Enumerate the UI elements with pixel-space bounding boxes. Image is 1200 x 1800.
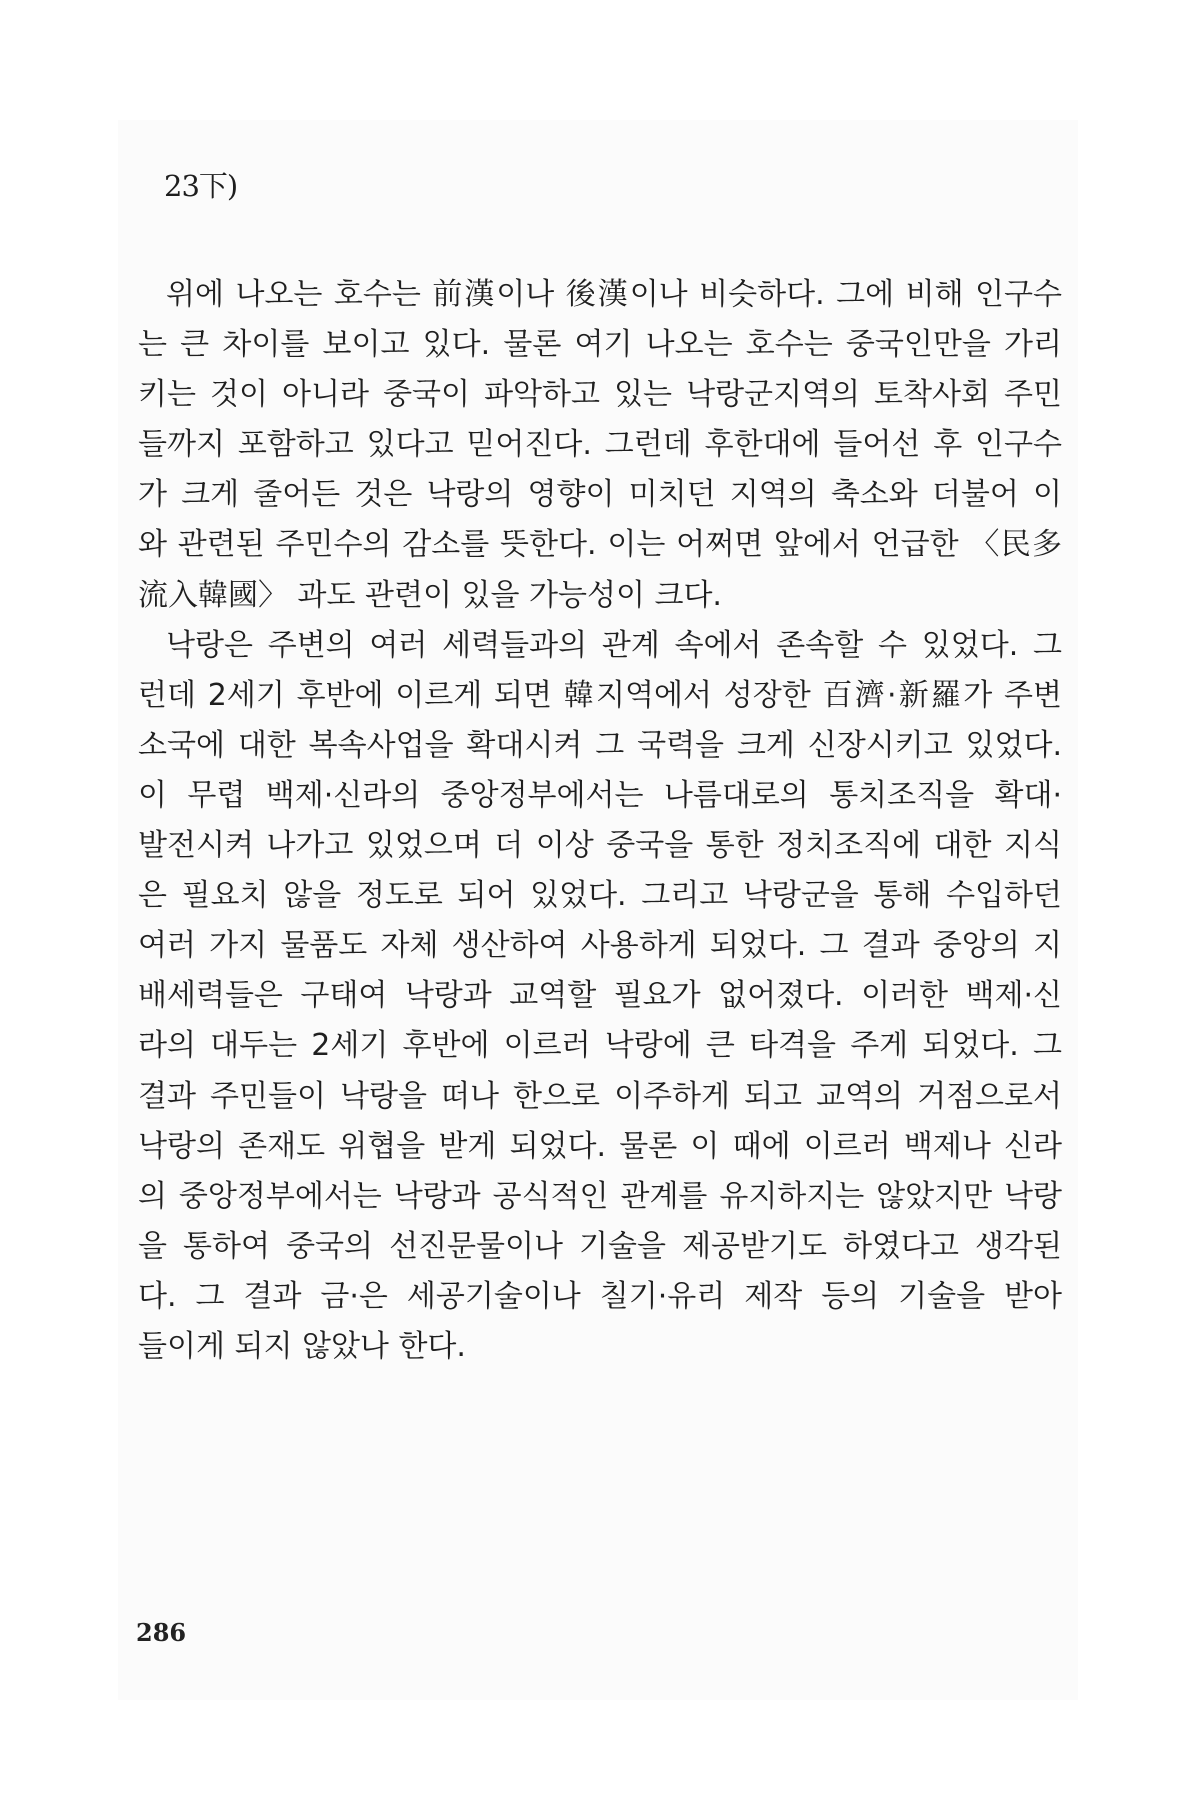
text-line: 들이게 되지 않았나 한다. [138,1328,466,1364]
text-line: 다. 그 결과 금·은 세공기술이나 칠기·유리 제작 등의 기술을 받아 [138,1278,1062,1314]
text-line: 는 큰 차이를 보이고 있다. 물론 여기 나오는 호수는 중국인만을 가리 [138,327,1062,363]
text-line: 은 필요치 않을 정도로 되어 있었다. 그리고 낙랑군을 통해 수입하던 [138,878,1062,914]
text-line: 키는 것이 아니라 중국이 파악하고 있는 낙랑군지역의 토착사회 주민 [138,377,1062,413]
text-line: 낙랑의 존재도 위협을 받게 되었다. 물론 이 때에 이르러 백제나 신라 [138,1128,1062,1164]
text-line: 들까지 포함하고 있다고 믿어진다. 그런데 후한대에 들어선 후 인구수 [138,427,1062,463]
text-line: 라의 대두는 2세기 후반에 이르러 낙랑에 큰 타격을 주게 되었다. 그 [138,1028,1062,1064]
body-text [138,270,1062,1372]
text-line: 발전시켜 나가고 있었으며 더 이상 중국을 통한 정치조직에 대한 지식 [138,828,1062,864]
text-line: 의 중앙정부에서는 낙랑과 공식적인 관계를 유지하지는 않았지만 낙랑 [138,1178,1062,1214]
text-line: 결과 주민들이 낙랑을 떠나 한으로 이주하게 되고 교역의 거점으로서 [138,1078,1062,1114]
text-line: 이 무렵 백제·신라의 중앙정부에서는 나름대로의 통치조직을 확대· [138,777,1062,813]
text-line: 와 관련된 주민수의 감소를 뜻한다. 이는 어쩌면 앞에서 언급한 〈民多 [138,527,1062,563]
text-line: 런데 2세기 후반에 이르게 되면 韓지역에서 성장한 百濟·新羅가 주변 [138,677,1062,713]
text-line: 가 크게 줄어든 것은 낙랑의 영향이 미치던 지역의 축소와 더불어 이 [138,477,1062,513]
text-line: 소국에 대한 복속사업을 확대시켜 그 국력을 크게 신장시키고 있었다. [138,727,1062,763]
text-line: 여러 가지 물품도 자체 생산하여 사용하게 되었다. 그 결과 중앙의 지 [138,928,1062,964]
page-number: 286 [136,1618,187,1647]
text-line: 流入韓國〉 과도 관련이 있을 가능성이 크다. [138,577,722,613]
text-line: 위에 나오는 호수는 前漢이나 後漢이나 비슷하다. 그에 비해 인구수 [166,277,1062,312]
text-line: 을 통하여 중국의 선진문물이나 기술을 제공받기도 하였다고 생각된 [138,1228,1062,1264]
footnote-reference: 23下) [164,169,238,203]
text-line: 낙랑은 주변의 여러 세력들과의 관계 속에서 존속할 수 있었다. 그 [166,627,1062,663]
text-line: 배세력들은 구태여 낙랑과 교역할 필요가 없어졌다. 이러한 백제·신 [138,978,1062,1014]
